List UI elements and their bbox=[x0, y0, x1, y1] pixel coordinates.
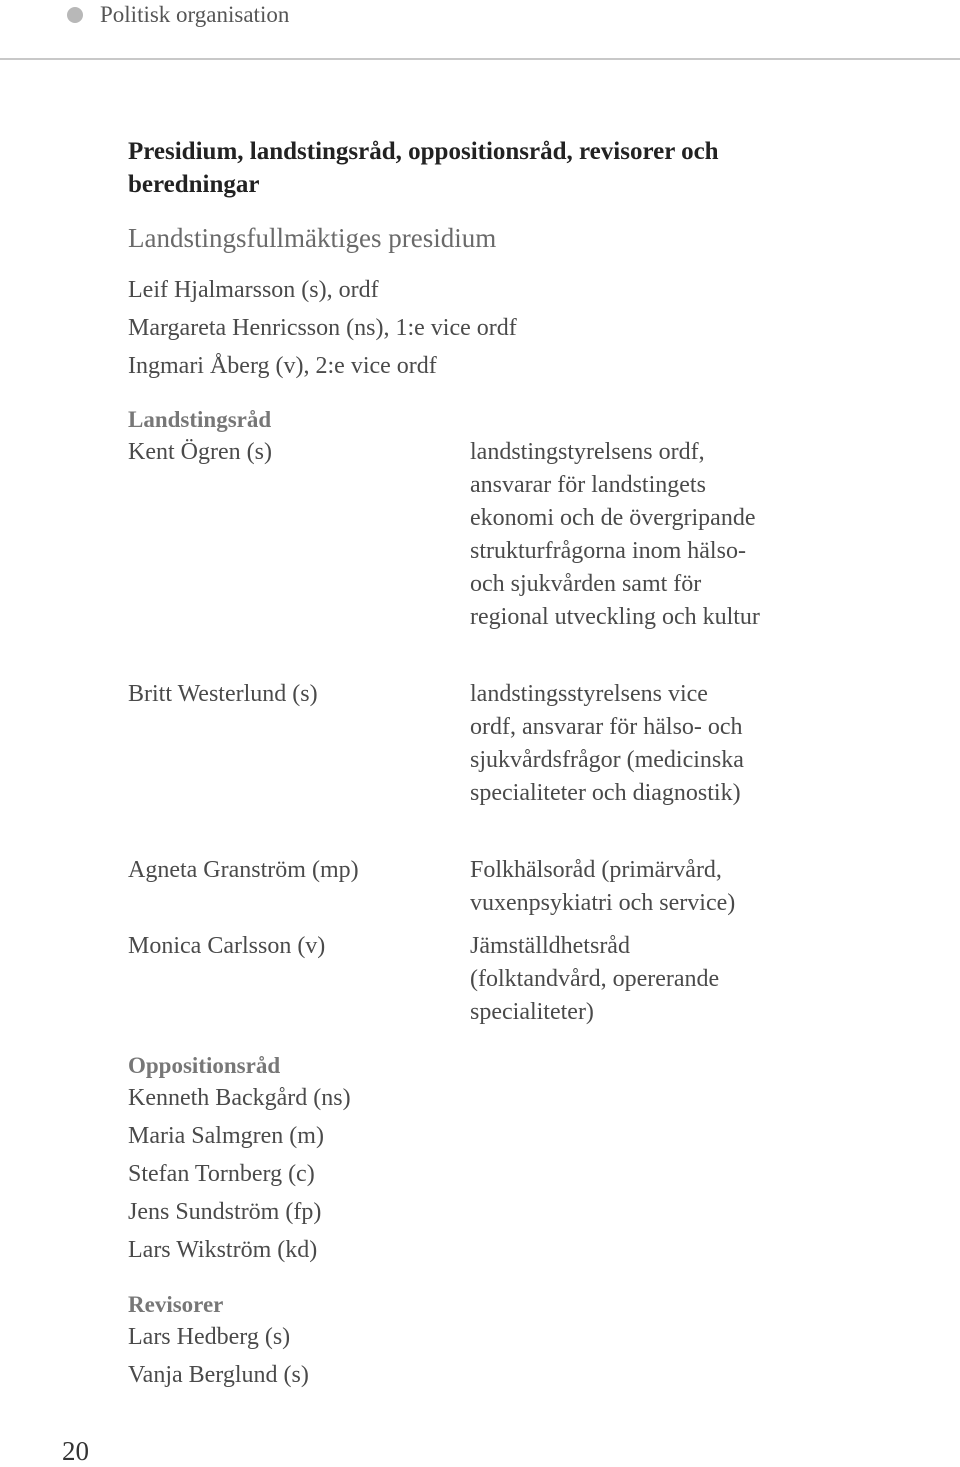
councillor-desc-line: ordf, ansvarar för hälso- och bbox=[470, 714, 743, 740]
landstingsrad-title: Landstingsråd bbox=[128, 407, 272, 432]
section-title: Politisk organisation bbox=[100, 2, 290, 27]
councillor-desc-line: och sjukvården samt för bbox=[470, 571, 702, 597]
auditor-member: Lars Hedberg (s) bbox=[128, 1324, 291, 1350]
page-header bbox=[0, 0, 960, 60]
revisorer-title: Revisorer bbox=[128, 1292, 224, 1317]
auditor-member: Vanja Berglund (s) bbox=[128, 1362, 309, 1388]
presidium-title: Landstingsfullmäktiges presidium bbox=[128, 223, 497, 253]
councillor-desc-line: ekonomi och de övergripande bbox=[470, 505, 756, 531]
councillor-desc-line: vuxenpsykiatri och service) bbox=[470, 890, 736, 916]
councillor-desc-line: strukturfrågorna inom hälso- bbox=[470, 538, 746, 564]
councillor-name: Britt Westerlund (s) bbox=[128, 681, 318, 707]
bullet-dot-icon bbox=[67, 7, 83, 23]
opposition-member: Kenneth Backgård (ns) bbox=[128, 1085, 351, 1111]
presidium-member: Leif Hjalmarsson (s), ordf bbox=[128, 277, 379, 303]
opposition-member: Maria Salmgren (m) bbox=[128, 1123, 324, 1149]
councillor-desc-line: Folkhälsoråd (primärvård, bbox=[470, 857, 722, 883]
page-number: 20 bbox=[62, 1436, 89, 1466]
main-heading-line1: Presidium, landstingsråd, oppositionsråd, revisorer och bbox=[128, 138, 719, 165]
main-heading-line2: beredningar bbox=[128, 171, 260, 198]
councillor-desc-line: regional utveckling och kultur bbox=[470, 604, 760, 630]
councillor-desc-line: Jämställdhetsråd bbox=[470, 933, 630, 959]
presidium-member: Ingmari Åberg (v), 2:e vice ordf bbox=[128, 353, 437, 379]
councillor-name: Agneta Granström (mp) bbox=[128, 857, 359, 883]
presidium-member: Margareta Henricsson (ns), 1:e vice ordf bbox=[128, 315, 517, 341]
opposition-member: Stefan Tornberg (c) bbox=[128, 1161, 315, 1187]
councillor-desc-line: landstingstyrelsens ordf, bbox=[470, 439, 705, 465]
councillor-desc-line: ansvarar för landstingets bbox=[470, 472, 706, 498]
oppositionsrad-title: Oppositionsråd bbox=[128, 1053, 281, 1078]
councillor-desc-line: specialiteter) bbox=[470, 999, 594, 1025]
councillor-name: Kent Ögren (s) bbox=[128, 439, 272, 465]
councillor-desc-line: landstingsstyrelsens vice bbox=[470, 681, 708, 707]
councillor-desc-line: (folktandvård, opererande bbox=[470, 966, 720, 992]
councillor-desc-line: specialiteter och diagnostik) bbox=[470, 780, 741, 806]
opposition-member: Jens Sundström (fp) bbox=[128, 1199, 322, 1225]
councillor-name: Monica Carlsson (v) bbox=[128, 933, 326, 959]
councillor-desc-line: sjukvårdsfrågor (medicinska bbox=[470, 747, 744, 773]
opposition-member: Lars Wikström (kd) bbox=[128, 1237, 318, 1263]
